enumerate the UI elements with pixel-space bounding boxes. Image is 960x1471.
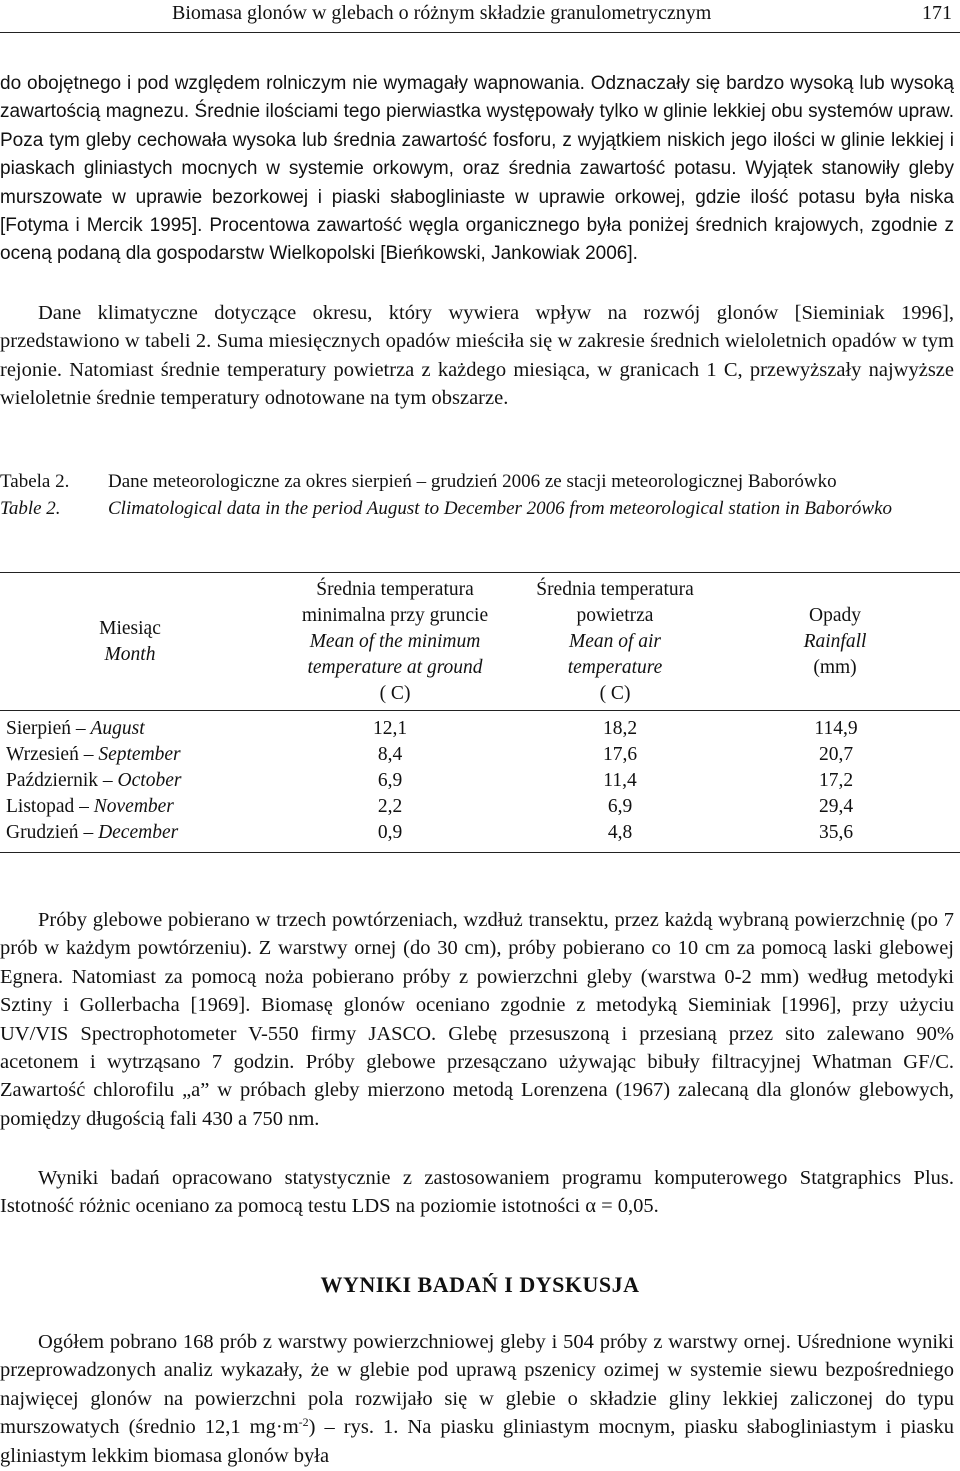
paragraph-results: Ogółem pobrano 168 prób z warstwy powierzchniowej gleby i 504 próby z warstwy ornej. Uśrednione wyniki przeprowadzonych analiz wykazały, że w glebie pod uprawą pszenicy ozimej w systemie siewu bezpośredniego najwięcej glonów na powierzchni pola rozwijało się w glebie o składzie gliny lekkiej zaliczonej do typu murszowatych (średnio 12,1 $mg\cdot m^{-2}$) – rys. 1. Na piasku gliniastym mocnym, piasku słabogliniastym i piasku gliniastym lekkim biomasa glonów była [0, 1331, 954, 1467]
cell-min-ground-temp: 12,1 [372, 718, 408, 739]
caption-text-pl: Dane meteorologiczne za okres sierpień – grudzień 2006 ze stacji meteorologicznej Baborówko [108, 471, 837, 492]
caption-text-en: Climatological data in the period August to December 2006 from meteorological station in Baborówko [108, 498, 893, 519]
header-min-ground-temp: Średnia temperatura minimalna przy gruncie Mean of the minimum temperature at ground ( C) [301, 579, 489, 704]
cell-rainfall: 17,2 [818, 770, 854, 791]
column-air-temp [560, 716, 680, 846]
month-dash: – [70, 718, 91, 739]
month-pl: Grudzień [6, 822, 79, 843]
month-en: December [98, 822, 179, 843]
cell-rainfall: 29,4 [818, 796, 854, 817]
month-dash: – [78, 822, 99, 843]
month-pl: Wrzesień [6, 744, 79, 765]
caption-label-en: Table 2. [0, 498, 61, 519]
month-en: August [90, 718, 145, 739]
cell-air-temp: 17,6 [602, 744, 638, 765]
cell-min-ground-temp: 2,2 [377, 796, 403, 817]
table-caption [0, 468, 960, 522]
column-rainfall [776, 716, 896, 846]
table-top-rule [0, 572, 960, 573]
table-row-month [6, 716, 266, 742]
cell-min-ground-temp: 8,4 [377, 744, 403, 765]
table-row-month [6, 742, 266, 768]
cell-rainfall: 114,9 [814, 718, 858, 739]
table-row-month [6, 820, 266, 846]
paragraph-methods: Próby glebowe pobierano w trzech powtórzeniach, wzdłuż transektu, przez każdą wybraną powierzchnię (po 7 prób w każdym powtórzeniu). Z warstwy ornej (do 30 cm), próby pobierano co 10 cm za pomocą laski glebowej Egnera. Natomiast za pomocą noża pobierano próby z powierzchni gleby (warstwa 0-2 mm) według metodyki Sztiny i Gollerbacha [1969]. Biomasę glonów oceniano zgodnie z metodyką Sieminiak [1996], przy użyciu UV/VIS Spectrophotometer V-550 firmy JASCO. Glebę przesuszoną i przesianą przez sito zalewano 90% acetonem i wytrząsano 7 godzin. Próby glebowe przesączano używając bibuły filtracyjnej Whatman GF/C. Zawartość chlorofilu „a” w próbach gleby mierzono metodą Lorenzena (1967) zalecaną dla glonów glebowych, pomiędzy długością fali 430 a 750 nm. [0, 909, 954, 1130]
month-pl: Październik [6, 770, 99, 791]
table-bottom-rule [0, 852, 960, 853]
month-dash: – [74, 796, 94, 817]
column-month [6, 716, 266, 846]
paragraph-statistics: Wyniki badań opracowano statystycznie z zastosowaniem programu komputerowego Statgraphics Plus. Istotność różnic oceniano za pomocą testu LDS na poziomie istotności α = 0,05. [0, 1167, 954, 1218]
cell-rainfall: 20,7 [818, 744, 854, 765]
month-dash: – [98, 770, 118, 791]
paragraph-climate: Dane klimatyczne dotyczące okresu, który wywiera wpływ na rozwój glonów [Sieminiak 1996], przedstawiono w tabeli 2. Suma miesięcznych opadów mieściła się w zakresie średnich wieloletnich opadów w tym rejonie. Natomiast średnie temperatury powietrza z każdego miesiąca, w granicach 1 C, przewyższały najwyższe wieloletnie średnie temperatury odnotowane na tym obszarze. [0, 302, 954, 410]
month-en: November [93, 796, 174, 817]
cell-air-temp: 11,4 [603, 770, 637, 791]
header-air-temp: Średnia temperatura powietrza Mean of air temperature ( C) [536, 579, 694, 704]
month-dash: – [78, 744, 99, 765]
paragraph-soil-properties: do obojętnego i pod względem rolniczym nie wymagały wapnowania. Odznaczały się bardzo wysoką lub wysoką zawartością magnezu. Średnie ilościami tego pierwiastka występowały tylko w glinie lekkiej obu systemów upraw. Poza tym gleby cechowała wysoka lub średnia zawartość fosforu, z wyjątkiem niskich jego ilości w glinie lekkiej i piaskach gliniastych mocnych w systemie orkowym, oraz średnia zawartość potasu. Wyjątek stanowiły gleby murszowate w uprawie bezorkowej i piaski słabogliniaste w uprawie orkowej, gdzie ilość potasu była niska [Fotyma i Mercik 1995]. Procentowa zawartość węgla organicznego była poniżej średnich krajowych, zgodnie z oceną podaną dla gospodarstw Wielkopolski [Bieńkowski, Jankowiak 2006]. [0, 73, 954, 265]
header-month: Miesiąc Month [99, 618, 161, 665]
table-row-month [6, 768, 266, 794]
month-en: October [117, 770, 182, 791]
header-rainfall: Opady Rainfall (mm) [803, 605, 867, 678]
section-heading: WYNIKI BADAŃ I DYSKUSJA [320, 1272, 640, 1297]
cell-min-ground-temp: 6,9 [377, 770, 403, 791]
running-header [0, 0, 960, 33]
table-row-month [6, 794, 266, 820]
cell-min-ground-temp: 0,9 [377, 822, 403, 843]
column-min-ground-temp [330, 716, 450, 846]
table-header-rule [0, 710, 960, 711]
month-pl: Listopad [6, 796, 75, 817]
month-pl: Sierpień [6, 718, 71, 739]
cell-air-temp: 6,9 [607, 796, 633, 817]
cell-rainfall: 35,6 [818, 822, 854, 843]
cell-air-temp: 4,8 [607, 822, 633, 843]
month-en: September [98, 744, 181, 765]
running-title: Biomasa glonów w glebach o różnym składzie granulometrycznym [172, 2, 712, 24]
caption-label-pl: Tabela 2. [0, 471, 70, 492]
page-number: 171 [922, 2, 952, 24]
cell-air-temp: 18,2 [602, 718, 638, 739]
